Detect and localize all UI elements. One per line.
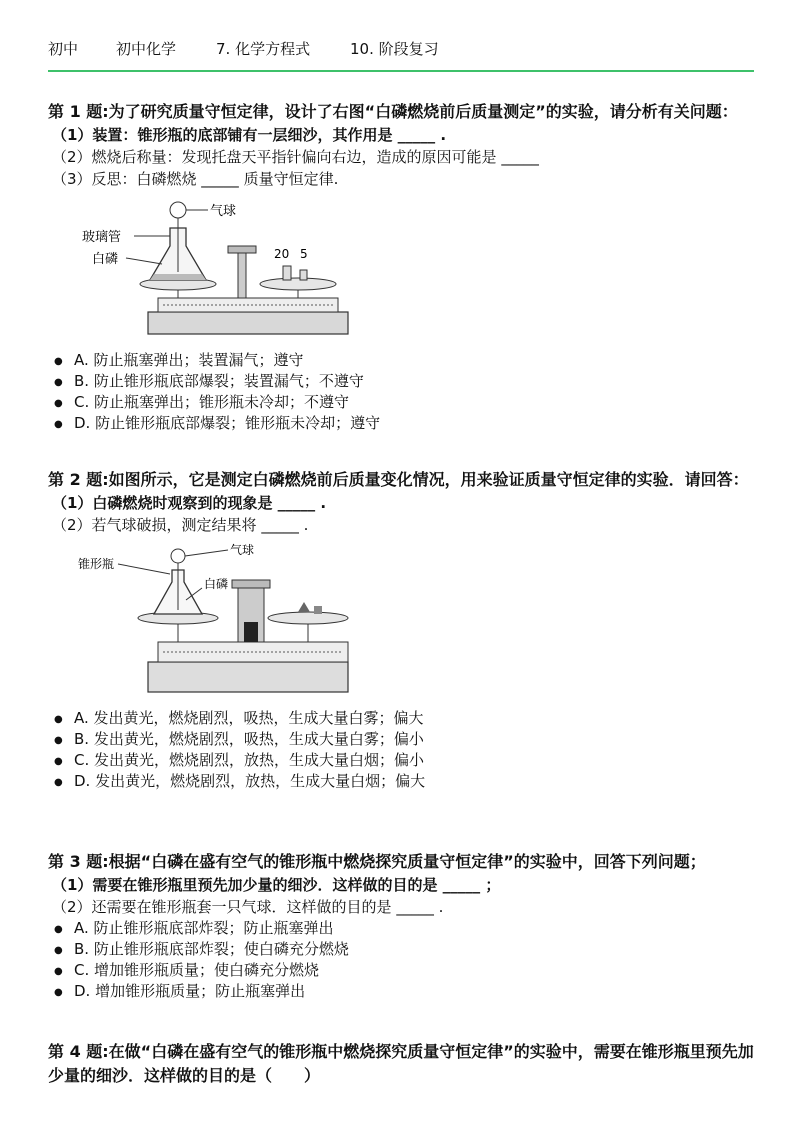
figure-label: 气球 (230, 543, 255, 557)
option-c[interactable]: ● C. 增加锥形瓶质量；使白磷充分燃烧 (74, 960, 754, 981)
option-a[interactable]: ● A. 发出黄光，燃烧剧烈，吸热，生成大量白雾；偏大 (74, 708, 754, 729)
question-2 (48, 468, 754, 792)
options-list (48, 708, 754, 792)
question-3 (48, 850, 754, 1002)
option-d[interactable]: ● D. 发出黄光，燃烧剧烈，放热，生成大量白烟；偏大 (74, 771, 754, 792)
breadcrumb-item[interactable]: 初中 (48, 40, 79, 58)
option-b[interactable]: ● B. 防止锥形瓶底部炸裂；使白磷充分燃烧 (74, 939, 754, 960)
option-a[interactable]: ● A. 防止锥形瓶底部炸裂；防止瓶塞弹出 (74, 918, 754, 939)
options-list (48, 350, 754, 434)
option-c[interactable]: ● C. 防止瓶塞弹出；锥形瓶未冷却；不遵守 (74, 392, 754, 413)
question-title: 第 2 题:如图所示，它是测定白磷燃烧前后质量变化情况，用来验证质量守恒定律的实验．请回答： (48, 470, 749, 489)
figure-label: 白磷 (204, 577, 229, 591)
balance-apparatus-figure-1 (78, 194, 398, 344)
breadcrumb-item[interactable]: 初中化学 (116, 40, 177, 58)
question-sub: （1）需要在锥形瓶里预先加少量的细沙．这样做的目的是 _____ ； (52, 876, 501, 894)
question-sub: （2）若气球破损，测定结果将 _____ . (52, 516, 309, 534)
figure-label: 锥形瓶 (78, 557, 115, 571)
options-list (48, 918, 754, 1002)
question-sub: （1）装置：锥形瓶的底部铺有一层细沙，其作用是 _____ . (52, 126, 447, 144)
figure-label: 白磷 (92, 252, 119, 267)
header-divider (48, 70, 754, 72)
breadcrumb-item[interactable]: 10. 阶段复习 (350, 40, 439, 58)
question-1 (48, 100, 754, 434)
question-title: 第 4 题:在做“白磷在盛有空气的锥形瓶中燃烧探究质量守恒定律”的实验中，需要在锥形瓶里预先加少量的细沙．这样做的目的是（ ） (48, 1042, 754, 1085)
question-sub: （2）还需要在锥形瓶套一只气球．这样做的目的是 _____ . (52, 898, 444, 916)
option-d[interactable]: ● D. 增加锥形瓶质量；防止瓶塞弹出 (74, 981, 754, 1002)
figure-label: 5 (300, 247, 308, 261)
balance-apparatus-figure-2 (78, 542, 398, 702)
question-4 (48, 1040, 754, 1088)
question-title: 第 3 题:根据“白磷在盛有空气的锥形瓶中燃烧探究质量守恒定律”的实验中，回答下列问题； (48, 852, 706, 871)
option-b[interactable]: ● B. 防止锥形瓶底部爆裂；装置漏气；不遵守 (74, 371, 754, 392)
question-title: 第 1 题:为了研究质量守恒定律，设计了右图“白磷燃烧前后质量测定”的实验，请分析有关问题： (48, 102, 738, 121)
question-sub: （3）反思：白磷燃烧 _____ 质量守恒定律. (52, 170, 339, 188)
breadcrumb-item[interactable]: 7. 化学方程式 (216, 40, 311, 58)
question-sub: （1）白磷燃烧时观察到的现象是 _____ . (52, 494, 327, 512)
option-c[interactable]: ● C. 发出黄光，燃烧剧烈，放热，生成大量白烟；偏小 (74, 750, 754, 771)
figure-label: 20 (274, 247, 290, 261)
figure-label: 玻璃管 (82, 230, 122, 245)
figure-label: 气球 (210, 204, 237, 219)
option-d[interactable]: ● D. 防止锥形瓶底部爆裂；锥形瓶未冷却；遵守 (74, 413, 754, 434)
option-a[interactable]: ● A. 防止瓶塞弹出；装置漏气；遵守 (74, 350, 754, 371)
option-b[interactable]: ● B. 发出黄光，燃烧剧烈，吸热，生成大量白雾；偏小 (74, 729, 754, 750)
question-sub: （2）燃烧后称量：发现托盘天平指针偏向右边，造成的原因可能是 _____ (52, 148, 539, 166)
